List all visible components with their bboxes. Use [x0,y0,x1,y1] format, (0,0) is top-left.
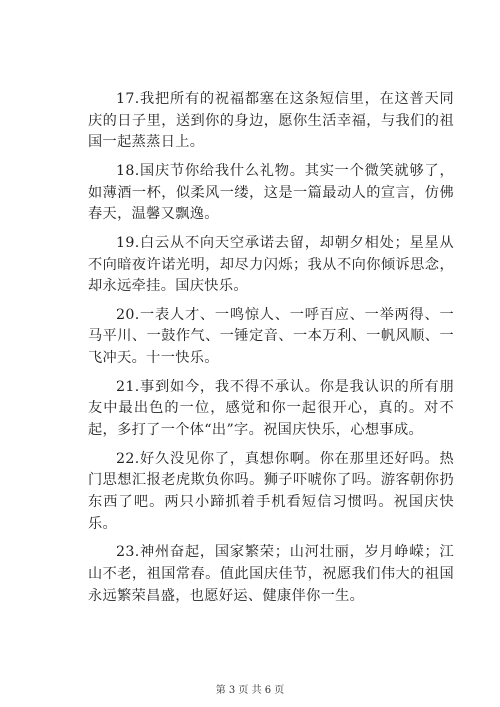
page-number: 第 3 页 共 6 页 [215,685,285,696]
paragraph-23: 23.神州奋起，国家繁荣；山河壮丽，岁月峥嵘；江山不老，祖国常春。值此国庆佳节，祝愿我们伟大的祖国永远繁荣昌盛，也愿好运、健康伴你一生。 [88,544,454,604]
paragraph-19: 19.白云从不向天空承诺去留，却朝夕相处；星星从不向暗夜许诺光明，却尽力闪烁；我从不向你倾诉思念，却永远牵挂。国庆快乐。 [88,234,454,295]
paragraph-17: 17.我把所有的祝福都塞在这条短信里，在这普天同庆的日子里，送到你的身边，愿你生活幸福，与我们的祖国一起蒸蒸日上。 [88,91,454,151]
paragraph-20: 20.一表人才、一鸣惊人、一呼百应、一举两得、一马平川、一鼓作气、一锤定音、一本万利、一帆风顺、一飞冲天。十一快乐。 [88,306,454,367]
document-body [88,89,454,614]
paragraph-18: 18.国庆节你给我什么礼物。其实一个微笑就够了，如薄酒一杯，似柔风一缕，这是一篇最动人的宣言，仿佛春天，温馨又飘逸。 [88,162,454,223]
paragraph-22: 22.好久没见你了，真想你啊。你在那里还好吗。热门思想汇报老虎欺负你吗。狮子吓唬你了吗。游客朝你扔东西了吧。两只小蹄抓着手机看短信习惯吗。祝国庆快乐。 [88,450,454,532]
paragraph-21: 21.事到如今，我不得不承认。你是我认识的所有朋友中最出色的一位，感觉和你一起很开心，真的。对不起，多打了一个体“出”字。祝国庆快乐，心想事成。 [88,378,454,439]
page-footer [0,681,500,696]
